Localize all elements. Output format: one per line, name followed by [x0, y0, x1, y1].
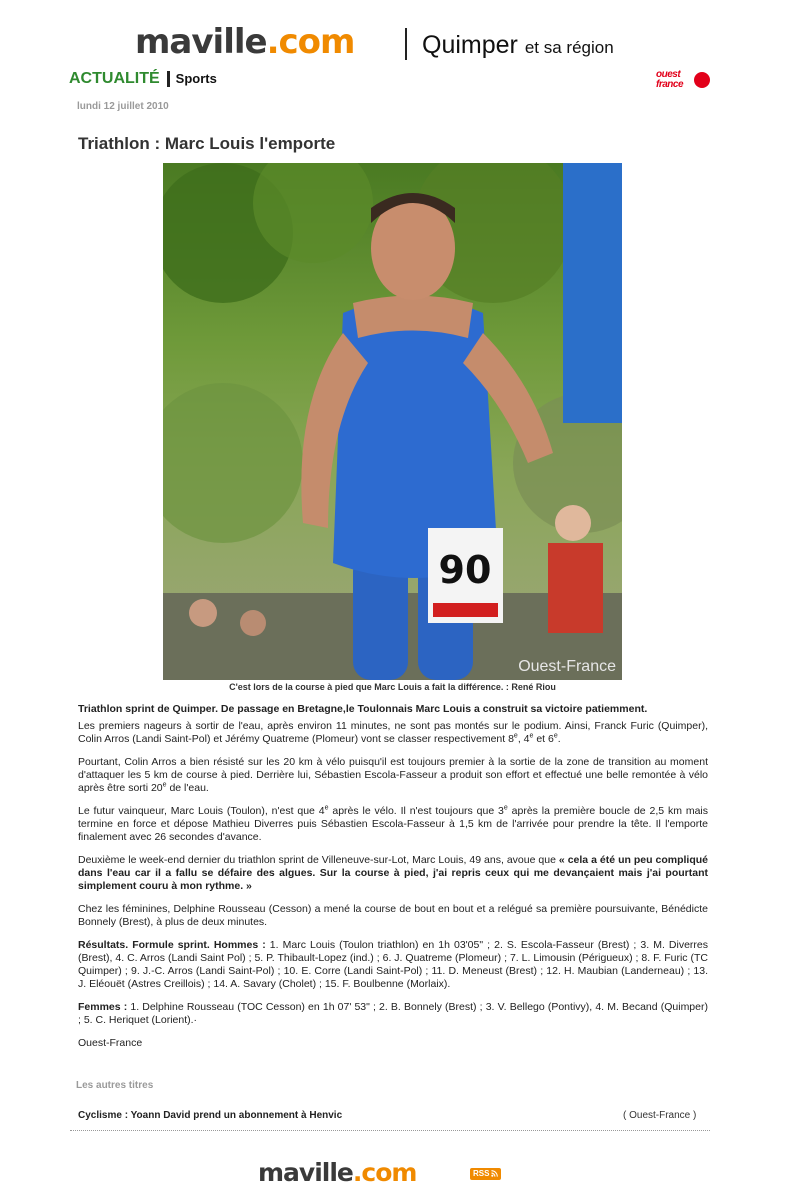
- section-divider: [167, 71, 170, 87]
- runner-photo-icon: [163, 163, 622, 680]
- results-label: Résultats. Formule sprint. Hommes :: [78, 939, 266, 951]
- section-actualite[interactable]: ACTUALITÉ: [69, 70, 160, 87]
- city-title: [422, 30, 614, 63]
- women-label: Femmes :: [78, 1001, 128, 1013]
- related-source: ( Ouest-France ): [623, 1110, 697, 1121]
- article-source: Ouest-France: [78, 1037, 143, 1049]
- results-women: [78, 1001, 708, 1027]
- article-paragraph: [78, 756, 708, 795]
- text-span: .: [557, 733, 561, 745]
- text-span: Les premiers nageurs à sortir de l'eau, après environ 11 minutes, ne sont pas montés sur le podium. Ainsi, Franck Furic (Quimper), Colin Arros (Landi Saint-Pol) et Jérémy Quatreme (Plomeur) vont se classer respectivement 8: [78, 720, 708, 745]
- maville-logo[interactable]: [135, 22, 354, 62]
- quote-span: « cela a été un peu compliqué dans l'eau car il a fallu se défaire des algues. Sur la course à pied, j'ai repris ceux qui me devançaient mais j'ai pourtant simplement couru à mon rythme. »: [78, 854, 708, 892]
- rss-button[interactable]: [470, 1168, 501, 1180]
- footer-maville-logo[interactable]: [258, 1158, 416, 1188]
- results-text: 1. Delphine Rousseau (TOC Cesson) en 1h 07' 53" ; 2. B. Bonnely (Brest) ; 3. V. Bellego (Pontivy), 4. M. Becand (Quimper) ; 5. C. Heriquet (Lorient).·: [78, 1001, 708, 1026]
- brand-line-2: france: [656, 79, 684, 90]
- ouest-france-emblem-icon: [694, 72, 710, 88]
- header-divider: [405, 28, 407, 60]
- city-name: Quimper: [422, 31, 518, 59]
- article-body: [78, 703, 708, 1060]
- results-text: 1. Marc Louis (Toulon triathlon) en 1h 03'05" ; 2. S. Escola-Fasseur (Brest) ; 3. M. Diverres (Brest), 4. C. Arros (Landi Saint Pol) ; 5. P. Thibault-Lopez (ind.) ; 6. J. Quatreme (Plomeur) ; 7. L. Limousin (Périgueux) ; 8. F. Furic (TC Quimper) ; 9. J.-C. Arros (Landi Saint-Pol) ; 10. E. Corre (Landi Saint-Pol) ; 11. D. Meneust (Brest) ; 12. H. Maubian (Landerneau) ; 13. J. Eléouët (Astres Creillois) ; 14. A. Savary (Cholet) ; 15. F. Boulbenne (Morlaix).: [78, 939, 709, 990]
- article-date: lundi 12 juillet 2010: [77, 101, 169, 112]
- article-paragraph: [78, 854, 708, 893]
- section-sports[interactable]: Sports: [175, 71, 217, 86]
- logo-main: maville: [135, 22, 267, 62]
- ordinal-sup: e: [162, 781, 167, 789]
- svg-text:90: 90: [438, 548, 492, 592]
- photo-caption: C'est lors de la course à pied que Marc Louis a fait la différence. : René Riou: [229, 682, 556, 692]
- text-span: Le futur vainqueur, Marc Louis (Toulon), n'est que 4: [78, 805, 325, 817]
- footer-logo-ext: .com: [352, 1158, 417, 1187]
- text-span: et 6: [533, 733, 554, 745]
- article-title: Triathlon : Marc Louis l'emporte: [78, 134, 336, 153]
- logo-ext: .com: [266, 22, 355, 62]
- text-span: Deuxième le week-end dernier du triathlon sprint de Villeneuve-sur-Lot, Marc Louis, 49 ans, avoue que: [78, 854, 559, 866]
- related-link[interactable]: Cyclisme : Yoann David prend un abonnement à Henvic: [78, 1110, 343, 1121]
- ordinal-sup: e: [503, 804, 508, 812]
- site-header: [0, 18, 800, 66]
- footer-logo-main: maville: [258, 1158, 353, 1187]
- city-sub: et sa région: [524, 38, 614, 57]
- ouest-france-logo[interactable]: [656, 70, 712, 92]
- article-lead: Triathlon sprint de Quimper. De passage en Bretagne,le Toulonnais Marc Louis a construit sa victoire patiemment.: [78, 703, 648, 715]
- other-titles-heading: Les autres titres: [76, 1080, 154, 1091]
- article-paragraph: [78, 805, 708, 844]
- ouest-france-wordmark: [656, 70, 683, 90]
- rss-label: RSS: [473, 1169, 490, 1178]
- ordinal-sup: e: [529, 732, 534, 740]
- ordinal-sup: e: [513, 732, 518, 740]
- brand-line-1: ouest: [656, 69, 681, 80]
- dotted-divider: [70, 1130, 710, 1131]
- text-span: de l'eau.: [166, 782, 209, 794]
- ordinal-sup: e: [553, 732, 558, 740]
- results-men: [78, 939, 708, 991]
- photo-watermark: Ouest-France: [518, 658, 616, 675]
- text-span: Pourtant, Colin Arros a bien résisté sur les 20 km à vélo puisqu'il est toujours premier à la sortie de la zone de transition au moment d'attaquer les 5 km de course à pied. Derrière lui, Sébastien Escola-Fasseur a produit son effort et effectué une belle remontée à vélo après être sorti 20: [78, 756, 708, 794]
- text-span: , 4: [517, 733, 530, 745]
- text-span: après le vélo. Il n'est toujours que 3: [328, 805, 504, 817]
- article-paragraph: Chez les féminines, Delphine Rousseau (Cesson) a mené la course de bout en bout et a relégué sa première poursuivante, Bénédicte Bonnely (Brest), à plus de deux minutes.: [78, 903, 708, 928]
- text-span: après la première boucle de 2,5 km mais termine en force et dépose Mathieu Diverres puis Sébastien Escola-Fasseur à 1,5 km de l'arrivée pour prendre la tête. Il l'emporte finalement avec 26 secondes d'avance.: [78, 805, 708, 843]
- ordinal-sup: e: [324, 804, 329, 812]
- rss-icon: [491, 1170, 498, 1177]
- section-bar: [69, 69, 217, 89]
- article-photo: [163, 163, 622, 680]
- article-paragraph: [78, 720, 708, 746]
